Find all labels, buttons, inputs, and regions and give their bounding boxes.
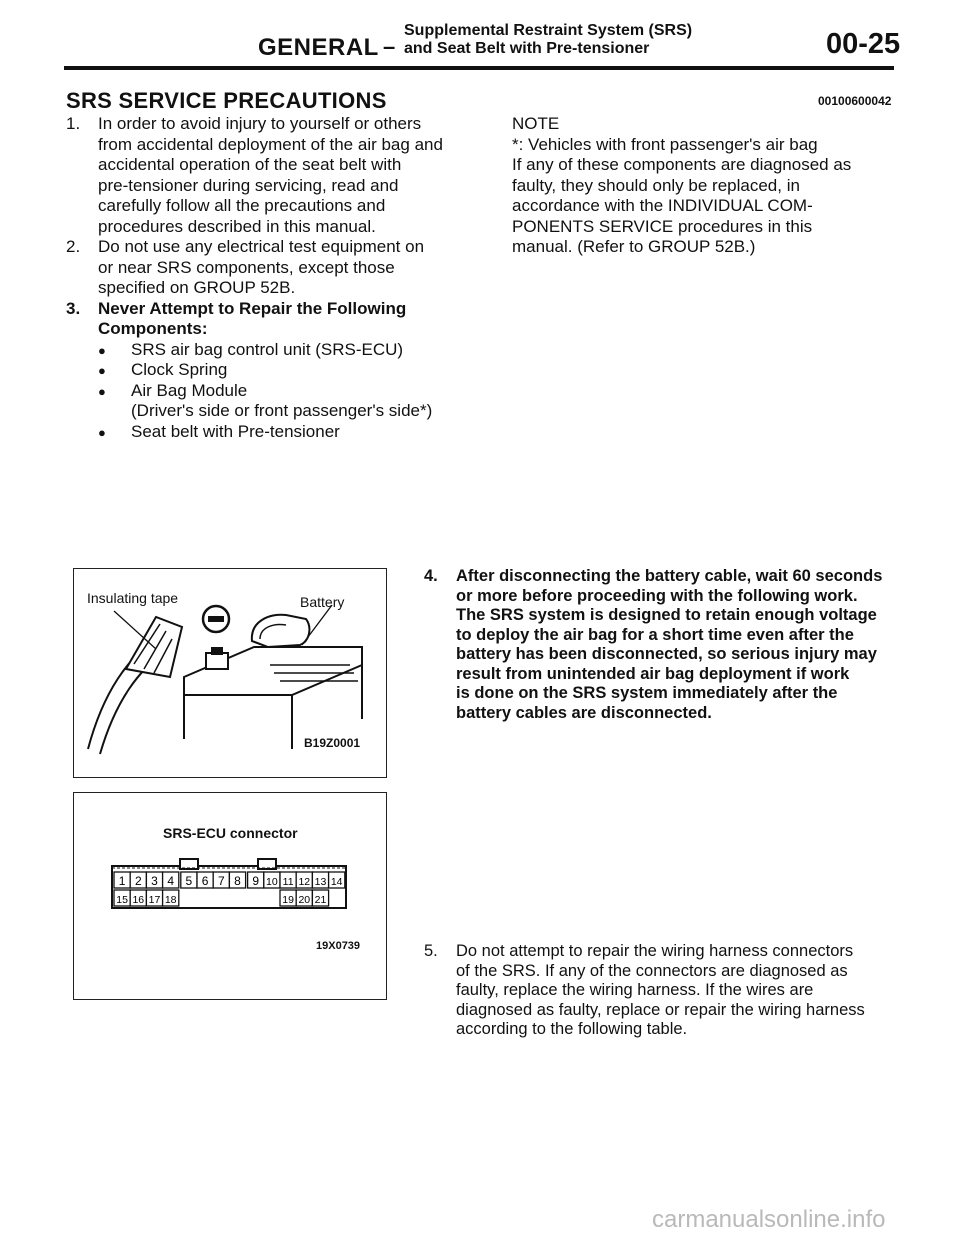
text-line: or near SRS components, except those bbox=[98, 257, 395, 277]
item-number: 3. bbox=[66, 298, 81, 318]
text-line: faulty, replace the wiring harness. If the wires are bbox=[456, 981, 814, 999]
bullet-icon: ● bbox=[98, 363, 106, 378]
bullet-icon: ● bbox=[98, 424, 106, 440]
text-line: After disconnecting the battery cable, wait 60 seconds bbox=[456, 567, 883, 585]
connector-figure bbox=[73, 792, 387, 1000]
pin-number: 16 bbox=[132, 894, 145, 906]
section-title: SRS SERVICE PRECAUTIONS bbox=[66, 88, 387, 113]
text-line: from accidental deployment of the air bag and bbox=[98, 134, 443, 154]
precaution-item-2 bbox=[66, 237, 466, 299]
item-number: 2. bbox=[66, 237, 81, 256]
note-line: If any of these components are diagnosed as bbox=[512, 155, 852, 174]
pin-number: 1 bbox=[118, 874, 126, 888]
text-line: or more before proceeding with the following work. bbox=[456, 586, 858, 605]
component-label: SRS air bag control unit (SRS-ECU) bbox=[131, 339, 404, 359]
component-note bbox=[98, 401, 466, 422]
pin-number: 21 bbox=[314, 894, 327, 906]
text-line: to deploy the air bag for a short time even after the bbox=[456, 625, 854, 644]
figure-code: 19X0739 bbox=[316, 940, 361, 952]
text-line: battery cables are disconnected. bbox=[456, 703, 712, 722]
text-line: Do not attempt to repair the wiring harness connectors bbox=[456, 942, 854, 960]
watermark: carmanualsonline.info bbox=[652, 1206, 886, 1233]
connector-title: SRS-ECU connector bbox=[163, 825, 298, 841]
text-line: Never Attempt to Repair the Following bbox=[98, 298, 407, 318]
text-line: accidental operation of the seat belt with bbox=[98, 155, 402, 174]
precautions-list bbox=[66, 114, 466, 442]
component-item bbox=[98, 422, 466, 443]
text-line: is done on the SRS system immediately after the bbox=[456, 684, 838, 702]
pin-number: 17 bbox=[148, 894, 161, 906]
pin-number: 12 bbox=[298, 876, 311, 888]
pin-number: 11 bbox=[282, 876, 294, 888]
pin-number: 13 bbox=[314, 876, 327, 888]
header-section-name: GENERAL bbox=[258, 34, 379, 61]
component-label: Seat belt with Pre-tensioner bbox=[131, 421, 340, 441]
text-line: diagnosed as faulty, replace or repair the wiring harness bbox=[456, 1000, 865, 1019]
text-line: procedures described in this manual. bbox=[98, 216, 376, 236]
pin-number: 15 bbox=[116, 894, 128, 906]
page-number: 00-25 bbox=[826, 28, 901, 60]
text-line: battery has been disconnected, so serious injury may bbox=[456, 645, 877, 663]
text-line: of the SRS. If any of the connectors are diagnosed as bbox=[456, 961, 848, 980]
pin-number: 8 bbox=[234, 874, 241, 888]
bullet-icon: ● bbox=[98, 383, 106, 399]
precaution-item-1 bbox=[66, 114, 466, 237]
note-heading: NOTE bbox=[512, 114, 560, 133]
note-line: faulty, they should only be replaced, in bbox=[512, 175, 800, 195]
text-line: pre-tensioner during servicing, read and bbox=[98, 175, 399, 195]
note-line: manual. (Refer to GROUP 52B.) bbox=[512, 237, 756, 256]
pin-number: 2 bbox=[134, 874, 142, 888]
components-list bbox=[66, 340, 466, 443]
insulating-tape-label: Insulating tape bbox=[87, 590, 179, 606]
precaution-item-5 bbox=[424, 942, 932, 1040]
text-line: specified on GROUP 52B. bbox=[98, 278, 296, 297]
pin-number: 10 bbox=[266, 876, 278, 888]
pin-number: 18 bbox=[164, 894, 177, 906]
pin-number: 9 bbox=[252, 874, 260, 888]
component-label: Air Bag Module bbox=[131, 380, 248, 400]
item-number: 4. bbox=[424, 567, 438, 585]
pin-row-top bbox=[114, 872, 345, 888]
item-number: 5. bbox=[424, 942, 438, 960]
note-line: accordance with the INDIVIDUAL COM- bbox=[512, 196, 813, 215]
header-dash: – bbox=[383, 34, 396, 59]
component-item bbox=[98, 340, 466, 361]
section-code: 00100600042 bbox=[818, 94, 892, 108]
bullet-icon: ● bbox=[98, 342, 106, 358]
text-line: The SRS system is designed to retain enough voltage bbox=[456, 606, 877, 624]
item-number: 1. bbox=[66, 114, 81, 133]
header-system-line1: Supplemental Restraint System (SRS) bbox=[404, 22, 693, 39]
pin-number: 3 bbox=[151, 874, 158, 888]
pin-number: 4 bbox=[167, 874, 175, 888]
pin-number: 19 bbox=[282, 894, 294, 906]
precaution-item-3 bbox=[66, 299, 466, 340]
battery-label: Battery bbox=[300, 594, 345, 610]
note-line: *: Vehicles with front passenger's air bag bbox=[512, 134, 818, 154]
text-line: according to the following table. bbox=[456, 1020, 688, 1038]
text-line: In order to avoid injury to yourself or others bbox=[98, 114, 422, 133]
text-line: result from unintended air bag deployment if work bbox=[456, 664, 850, 683]
component-item bbox=[98, 381, 466, 402]
text-line: carefully follow all the precautions and bbox=[98, 196, 386, 215]
pin-number: 6 bbox=[201, 874, 209, 888]
note-block bbox=[512, 114, 890, 258]
pin-number: 14 bbox=[330, 876, 343, 888]
header-system-line2: and Seat Belt with Pre-tensioner bbox=[404, 40, 650, 57]
text-line: Components: bbox=[98, 319, 208, 338]
pin-number: 5 bbox=[185, 874, 193, 888]
component-label: Clock Spring bbox=[131, 360, 228, 379]
pin-number: 20 bbox=[298, 894, 311, 906]
connector-illustration bbox=[74, 793, 386, 999]
battery-figure bbox=[73, 568, 387, 778]
figure-code: B19Z0001 bbox=[304, 736, 361, 750]
precaution-item-4 bbox=[424, 567, 932, 723]
pin-number: 7 bbox=[217, 874, 225, 888]
note-line: PONENTS SERVICE procedures in this bbox=[512, 216, 813, 236]
pin-row-bottom bbox=[114, 890, 329, 906]
component-note-text: (Driver's side or front passenger's side*) bbox=[131, 401, 433, 420]
text-line: Do not use any electrical test equipment on bbox=[98, 237, 425, 256]
header-rule bbox=[64, 66, 894, 70]
component-item bbox=[98, 360, 466, 381]
